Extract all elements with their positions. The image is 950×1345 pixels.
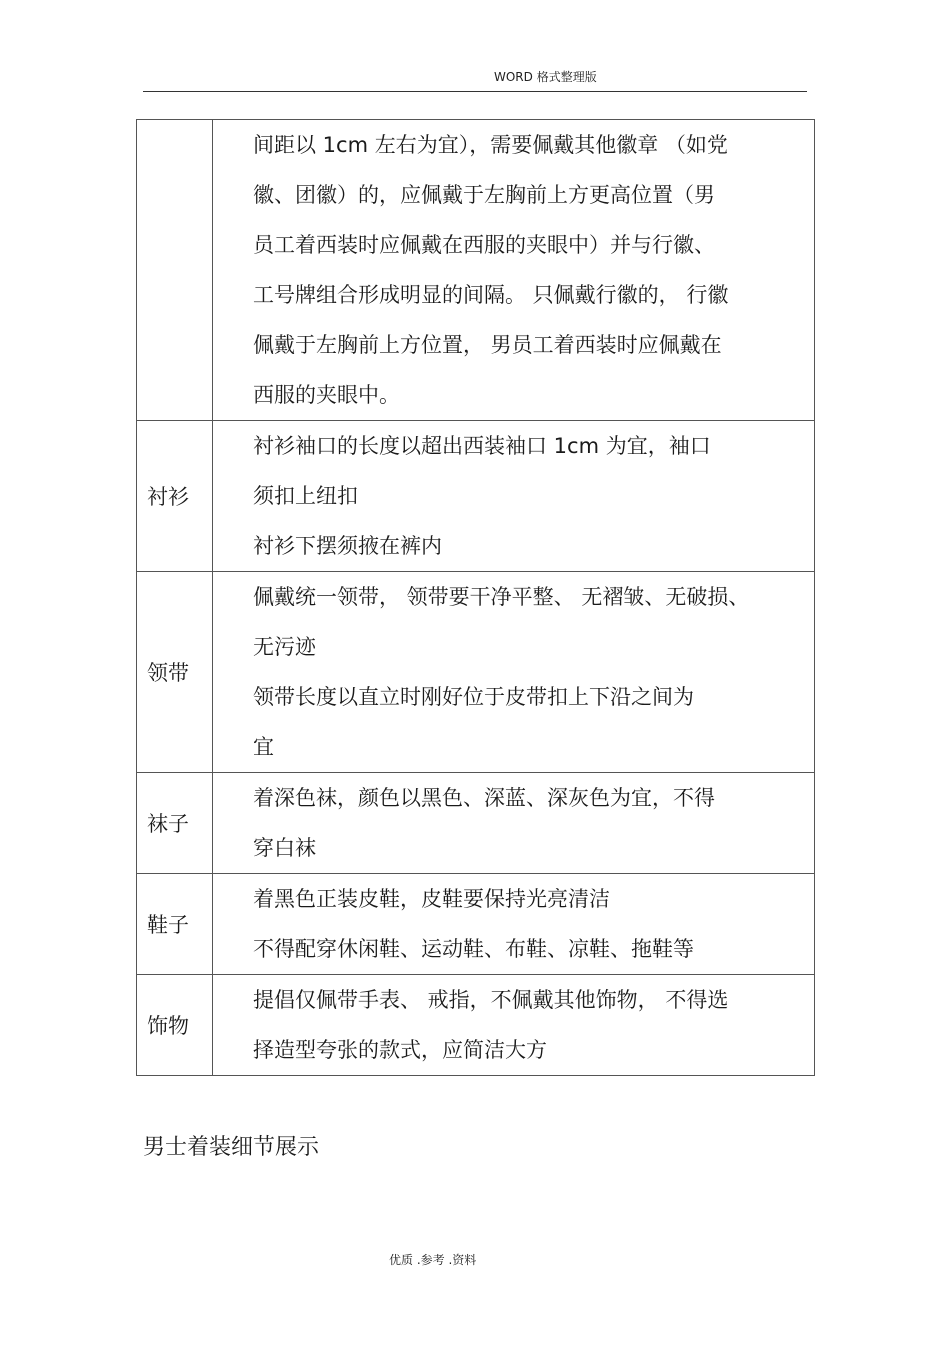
content-line: 佩戴统一领带， 领带要干净平整、 无褶皱、无破损、 bbox=[253, 585, 750, 609]
content-line: 员工着西装时应佩戴在西服的夹眼中）并与行徽、 bbox=[253, 233, 715, 257]
content-line: 宜 bbox=[253, 735, 274, 759]
page-footer: 优质 .参考 .资料 bbox=[389, 1253, 477, 1267]
row-content bbox=[213, 975, 815, 1076]
row-content bbox=[213, 572, 815, 773]
row-label: 鞋子 bbox=[137, 874, 213, 975]
table-row bbox=[137, 120, 815, 421]
content-line: 衬衫袖口的长度以超出西装袖口 1cm 为宜，袖口 bbox=[253, 434, 711, 458]
content-line: 佩戴于左胸前上方位置， 男员工着西装时应佩戴在 bbox=[253, 333, 722, 357]
content-line: 择造型夸张的款式，应简洁大方 bbox=[253, 1038, 547, 1062]
row-content bbox=[213, 421, 815, 572]
row-content bbox=[213, 120, 815, 421]
content-line: 提倡仅佩带手表、 戒指，不佩戴其他饰物， 不得选 bbox=[253, 988, 729, 1012]
header-text: WORD 格式整理版 bbox=[494, 70, 597, 84]
content-line: 徽、团徽）的，应佩戴于左胸前上方更高位置（男 bbox=[253, 183, 715, 207]
content-line: 衬衫下摆须掖在裤内 bbox=[253, 534, 442, 558]
dress-code-table bbox=[136, 119, 815, 1076]
table-row bbox=[137, 975, 815, 1076]
content-line: 工号牌组合形成明显的间隔。 只佩戴行徽的， 行徽 bbox=[253, 283, 729, 307]
row-label bbox=[137, 120, 213, 421]
content-line: 着黑色正装皮鞋，皮鞋要保持光亮清洁 bbox=[253, 887, 610, 911]
content-line: 无污迹 bbox=[253, 635, 316, 659]
table-row bbox=[137, 773, 815, 874]
content-line: 领带长度以直立时刚好位于皮带扣上下沿之间为 bbox=[253, 685, 694, 709]
content-line: 西服的夹眼中。 bbox=[253, 383, 400, 407]
row-content bbox=[213, 874, 815, 975]
content-line: 着深色袜，颜色以黑色、深蓝、深灰色为宜，不得 bbox=[253, 786, 715, 810]
table-row bbox=[137, 874, 815, 975]
row-label: 饰物 bbox=[137, 975, 213, 1076]
content-line: 须扣上纽扣 bbox=[253, 484, 358, 508]
content-line: 不得配穿休闲鞋、运动鞋、布鞋、凉鞋、拖鞋等 bbox=[253, 937, 694, 961]
content-line: 间距以 1cm 左右为宜），需要佩戴其他徽章 （如党 bbox=[253, 133, 728, 157]
header-divider bbox=[143, 91, 807, 92]
row-content bbox=[213, 773, 815, 874]
table-row bbox=[137, 421, 815, 572]
table-row bbox=[137, 572, 815, 773]
row-label: 衬衫 bbox=[137, 421, 213, 572]
row-label: 领带 bbox=[137, 572, 213, 773]
content-line: 穿白袜 bbox=[253, 836, 316, 860]
section-title: 男士着装细节展示 bbox=[143, 1135, 320, 1160]
row-label: 袜子 bbox=[137, 773, 213, 874]
